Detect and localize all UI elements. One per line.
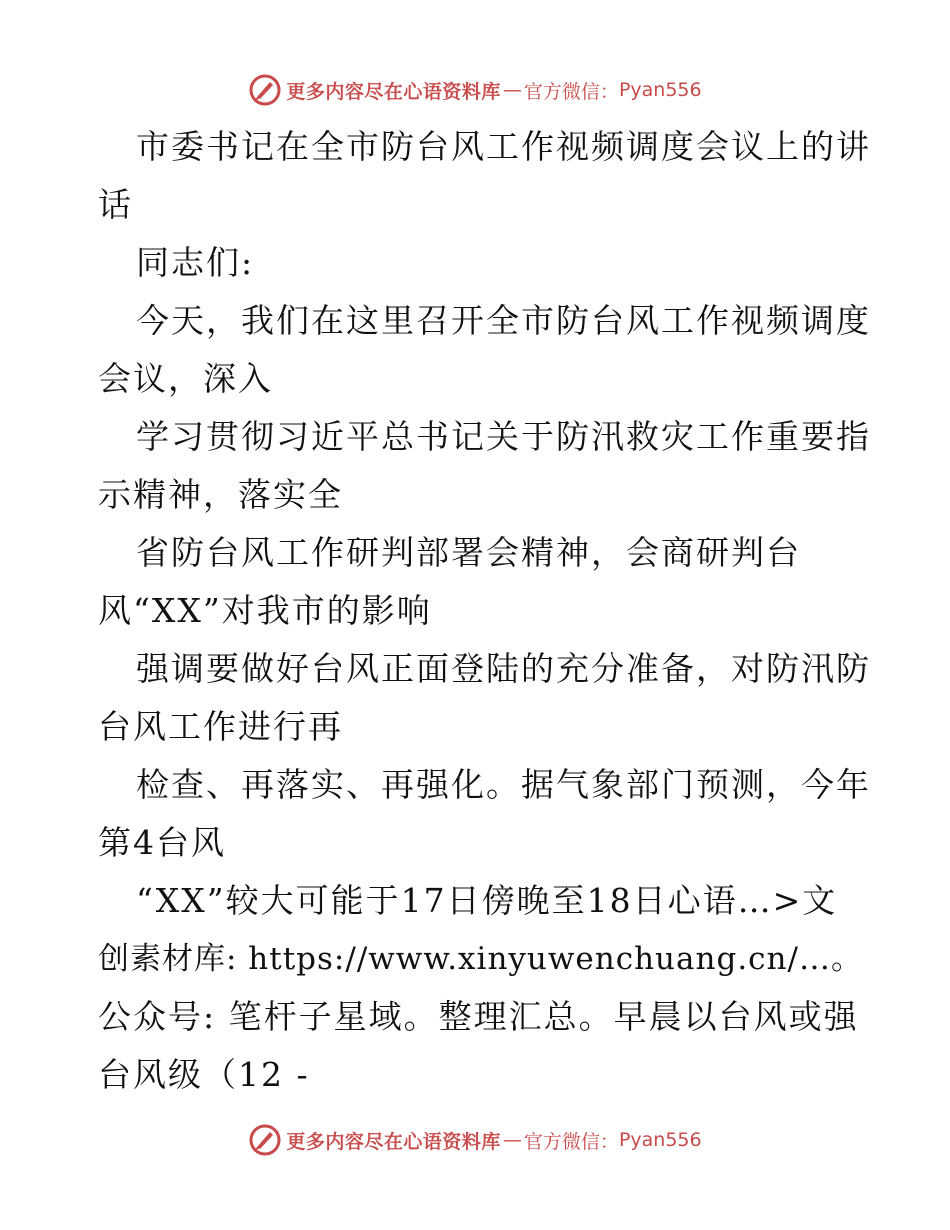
brand-text: 更多内容尽在心语资料库 [286,80,501,103]
title-line-2: 话 [98,185,133,224]
paragraph-line: 强调要做好台风正面登陆的充分准备，对防汛防 [136,649,871,688]
wechat-label: 官方微信： [523,1130,619,1153]
quill-logo-icon [248,1123,282,1157]
salutation: 同志们: [136,243,255,282]
paragraph-line-url: 创素材库: https://www.xinyuwenchuang.cn/…。 [98,941,863,977]
footer-watermark [0,1120,950,1160]
paragraph-line: 公众号: 笔杆子星域。整理汇总。早晨以台风或强 [98,997,859,1036]
paragraph-line: 示精神，落实全 [98,475,343,514]
separator-text: — [502,79,522,101]
title-line-1: 市委书记在全市防台风工作视频调度会议上的讲 [136,127,871,166]
paragraph-line: 学习贯彻习近平总书记关于防汛救灾工作重要指 [136,417,871,456]
paragraph-line: “XX”较大可能于17日傍晚至18日心语…>文 [136,881,838,920]
paragraph-line: 今天，我们在这里召开全市防台风工作视频调度 [136,301,871,340]
separator-text: — [502,1129,522,1151]
document-body [98,118,871,1104]
header-watermark [0,70,950,110]
paragraph-line: 会议，深入 [98,359,273,398]
paragraph-line: 台风级（12 - [98,1055,310,1094]
paragraph-line: 检查、再落实、再强化。据气象部门预测，今年 [136,765,871,804]
paragraph-line: 第4台风 [98,823,226,862]
quill-logo-icon [248,73,282,107]
wechat-account: Pyan556 [618,1129,702,1151]
paragraph-line: 省防台风工作研判部署会精神，会商研判台 [136,533,801,572]
paragraph-line: 风“XX”对我市的影响 [98,591,432,630]
paragraph-line: 台风工作进行再 [98,707,343,746]
wechat-account: Pyan556 [618,79,702,101]
wechat-label: 官方微信： [523,80,619,103]
brand-text: 更多内容尽在心语资料库 [286,1130,501,1153]
